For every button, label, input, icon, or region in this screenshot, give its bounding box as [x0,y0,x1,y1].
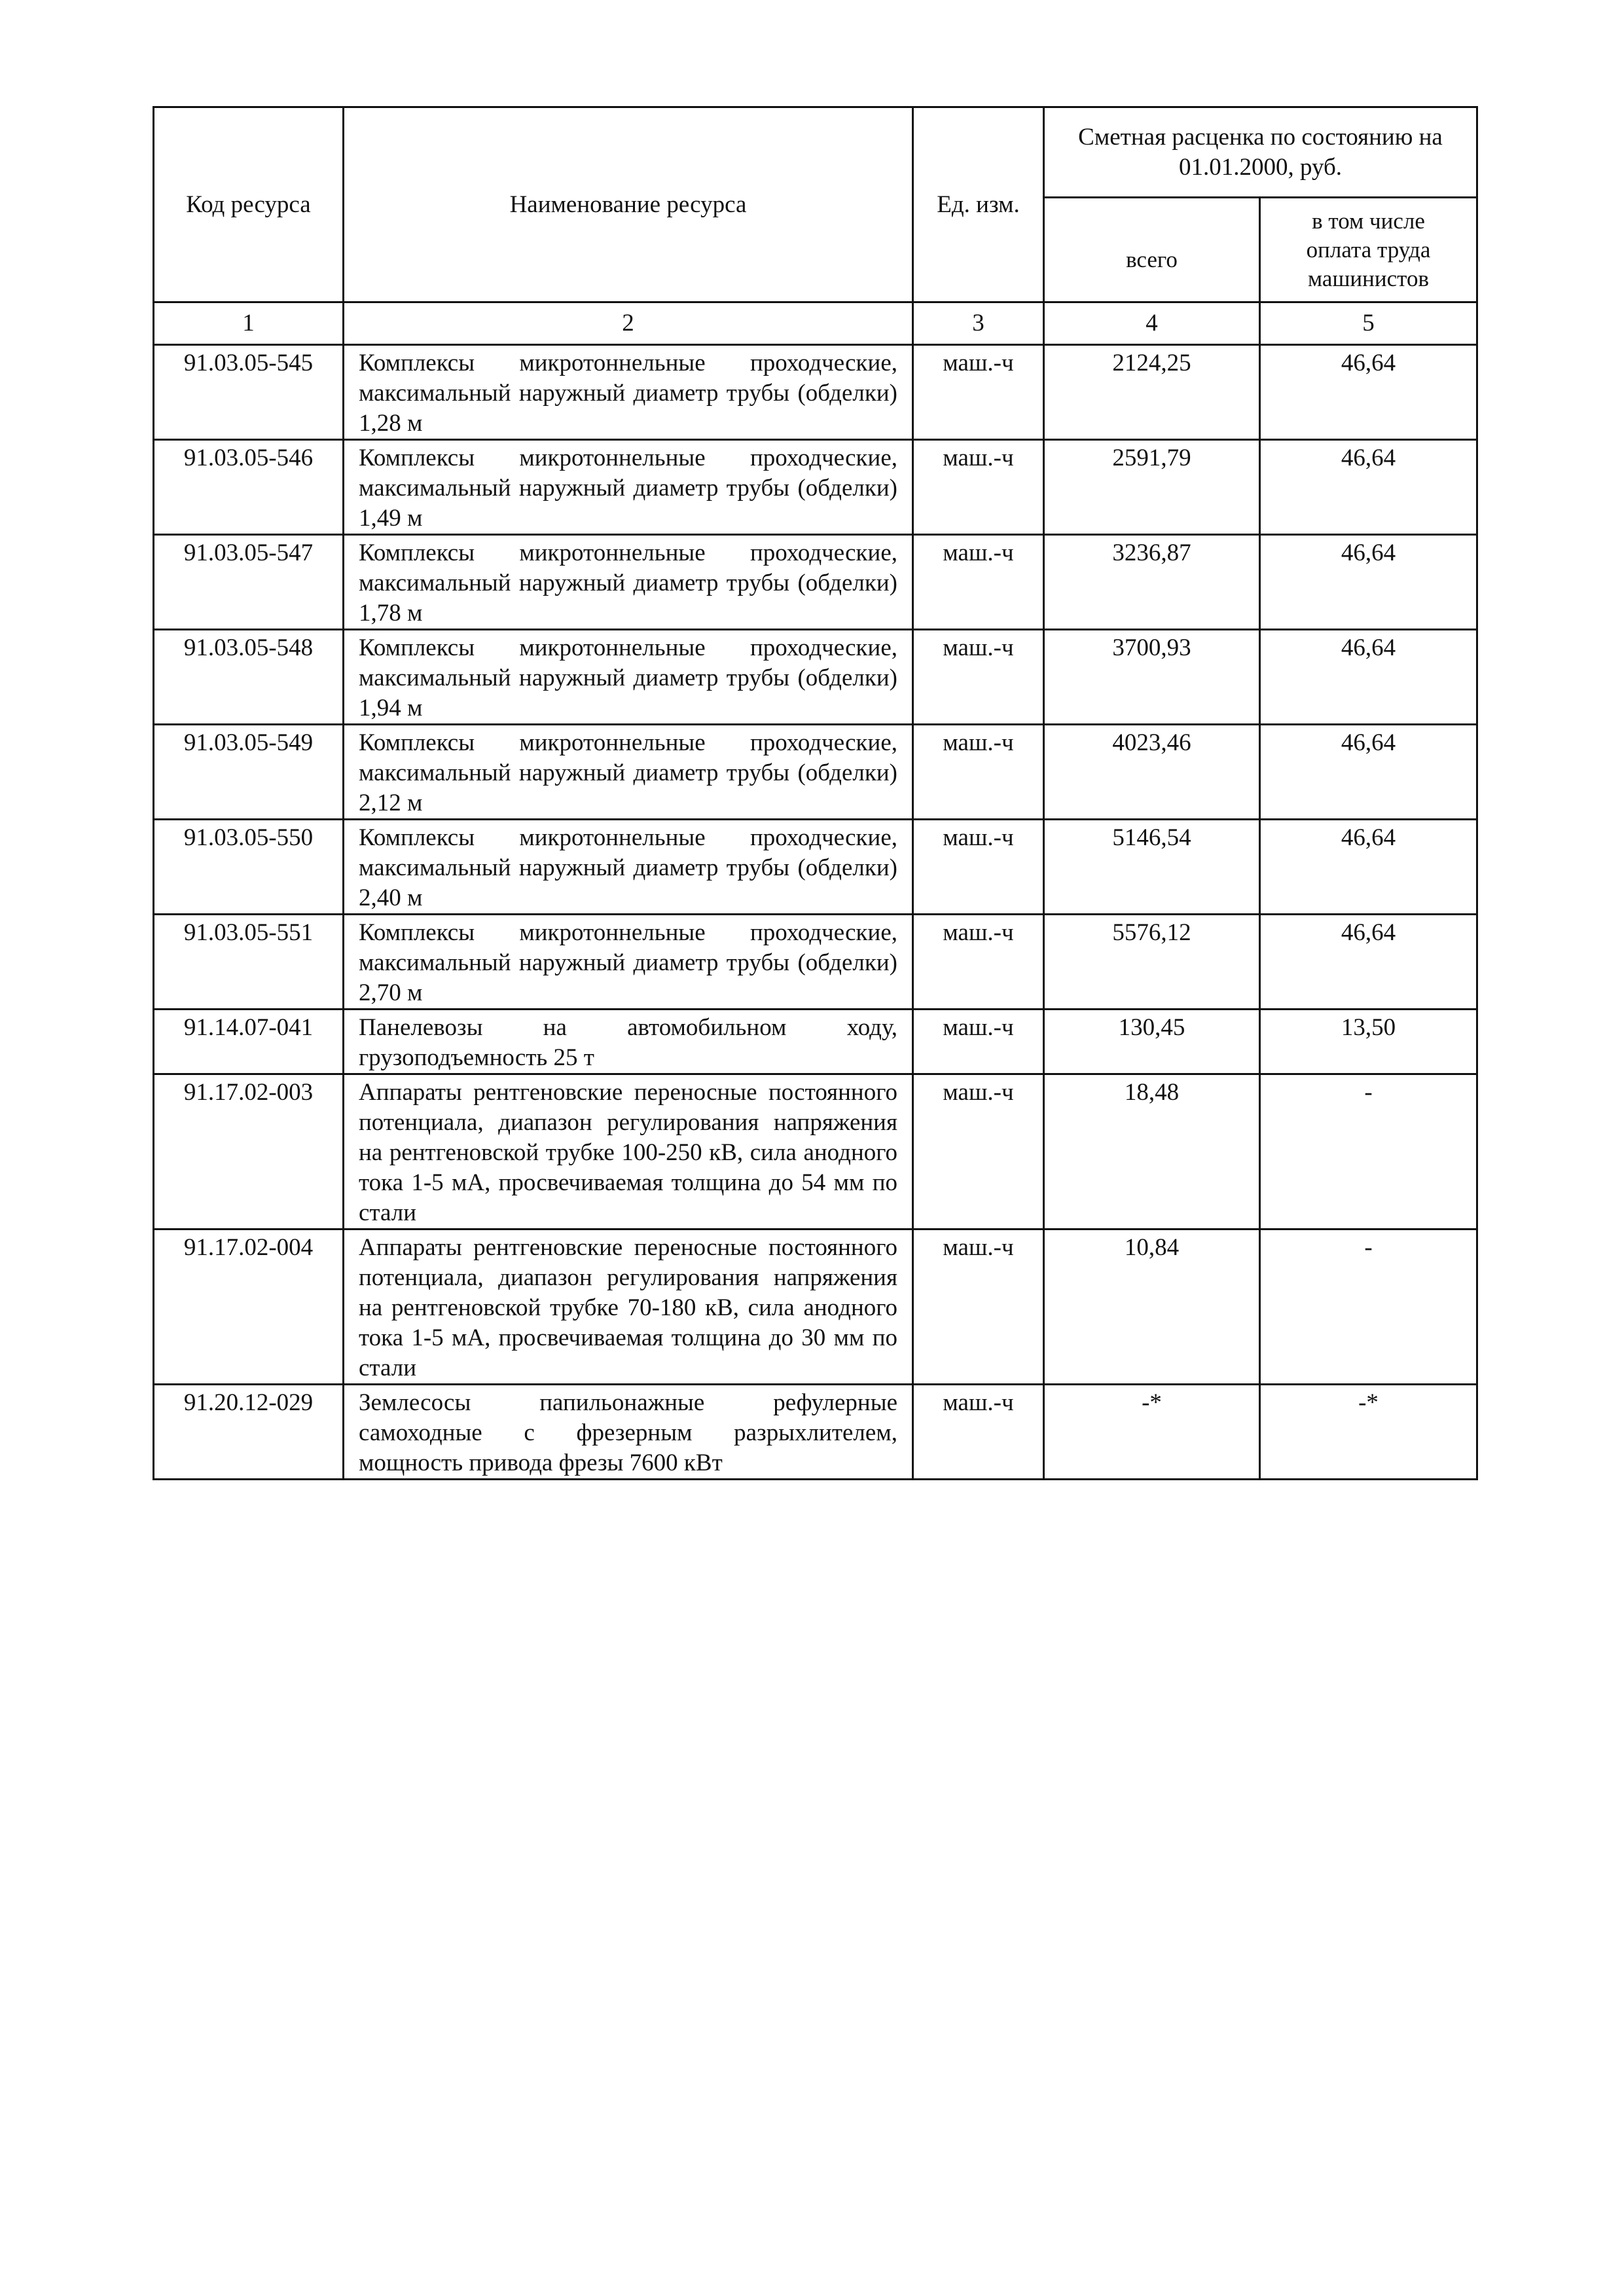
column-number: 5 [1260,302,1477,345]
price-labor: 46,64 [1260,820,1477,915]
resource-code: 91.03.05-550 [154,820,344,915]
unit: маш.-ч [913,1230,1044,1385]
resource-code: 91.20.12-029 [154,1385,344,1480]
header-name: Наименование ресурса [344,107,913,302]
table-row [154,440,1477,535]
resource-code: 91.14.07-041 [154,1010,344,1074]
price-labor: - [1260,1074,1477,1230]
column-number-row [154,302,1477,345]
table-row [154,630,1477,725]
resource-name: Аппараты рентгеновские переносные постоянного потенциала, диапазон регулирования напряжения на рентгеновской трубке 70-180 кВ, сила анодного тока 1-5 мА, просвечиваемая толщина до 30 мм по стали [344,1230,913,1385]
price-total: 2591,79 [1044,440,1260,535]
header-unit: Ед. изм. [913,107,1044,302]
unit: маш.-ч [913,345,1044,440]
header-row-top [154,107,1477,198]
unit: маш.-ч [913,1074,1044,1230]
price-total: 10,84 [1044,1230,1260,1385]
resource-code: 91.03.05-551 [154,915,344,1010]
resource-name: Комплексы микротоннельные проходческие, максимальный наружный диаметр трубы (обделки) 1,78 м [344,535,913,630]
header-code: Код ресурса [154,107,344,302]
resource-code: 91.03.05-549 [154,725,344,820]
resource-code: 91.03.05-548 [154,630,344,725]
price-total: 130,45 [1044,1010,1260,1074]
unit: маш.-ч [913,1385,1044,1480]
price-total: 4023,46 [1044,725,1260,820]
price-total: 3236,87 [1044,535,1260,630]
resource-table [153,106,1478,1480]
price-total: 5576,12 [1044,915,1260,1010]
price-total: 2124,25 [1044,345,1260,440]
resource-name: Аппараты рентгеновские переносные постоянного потенциала, диапазон регулирования напряжения на рентгеновской трубке 100-250 кВ, сила анодного тока 1-5 мА, просвечиваемая толщина до 54 мм по стали [344,1074,913,1230]
table-row [154,1385,1477,1480]
price-total: 5146,54 [1044,820,1260,915]
unit: маш.-ч [913,535,1044,630]
unit: маш.-ч [913,630,1044,725]
column-number: 2 [344,302,913,345]
price-total: 3700,93 [1044,630,1260,725]
resource-code: 91.17.02-004 [154,1230,344,1385]
price-labor: 46,64 [1260,725,1477,820]
price-labor: 46,64 [1260,630,1477,725]
table-row [154,345,1477,440]
column-number: 1 [154,302,344,345]
resource-code: 91.03.05-547 [154,535,344,630]
price-labor: -* [1260,1385,1477,1480]
price-labor: 46,64 [1260,535,1477,630]
table-row [154,725,1477,820]
unit: маш.-ч [913,440,1044,535]
resource-name: Панелевозы на автомобильном ходу, грузоподъемность 25 т [344,1010,913,1074]
resource-name: Комплексы микротоннельные проходческие, максимальный наружный диаметр трубы (обделки) 1,49 м [344,440,913,535]
price-labor: 46,64 [1260,915,1477,1010]
resource-name: Землесосы папильонажные рефулерные самоходные с фрезерным разрыхлителем, мощность привода фрезы 7600 кВт [344,1385,913,1480]
unit: маш.-ч [913,820,1044,915]
table-row [154,1010,1477,1074]
resource-name: Комплексы микротоннельные проходческие, максимальный наружный диаметр трубы (обделки) 2,40 м [344,820,913,915]
column-number: 4 [1044,302,1260,345]
table-row [154,1074,1477,1230]
resource-code: 91.17.02-003 [154,1074,344,1230]
price-labor: 13,50 [1260,1010,1477,1074]
table-body [154,107,1477,1480]
header-total: всего [1044,198,1260,302]
resource-code: 91.03.05-545 [154,345,344,440]
unit: маш.-ч [913,1010,1044,1074]
price-labor: 46,64 [1260,440,1477,535]
resource-name: Комплексы микротоннельные проходческие, максимальный наружный диаметр трубы (обделки) 1,94 м [344,630,913,725]
price-labor: 46,64 [1260,345,1477,440]
unit: маш.-ч [913,915,1044,1010]
header-labor: в том числе оплата труда машинистов [1260,198,1477,302]
resource-name: Комплексы микротоннельные проходческие, максимальный наружный диаметр трубы (обделки) 2,12 м [344,725,913,820]
resource-code: 91.03.05-546 [154,440,344,535]
unit: маш.-ч [913,725,1044,820]
column-number: 3 [913,302,1044,345]
price-labor: - [1260,1230,1477,1385]
resource-name: Комплексы микротоннельные проходческие, максимальный наружный диаметр трубы (обделки) 2,70 м [344,915,913,1010]
table-row [154,820,1477,915]
table-row [154,915,1477,1010]
table-row [154,535,1477,630]
header-price-group: Сметная расценка по состоянию на 01.01.2000, руб. [1044,107,1477,198]
table-row [154,1230,1477,1385]
price-total: -* [1044,1385,1260,1480]
resource-name: Комплексы микротоннельные проходческие, максимальный наружный диаметр трубы (обделки) 1,28 м [344,345,913,440]
price-total: 18,48 [1044,1074,1260,1230]
